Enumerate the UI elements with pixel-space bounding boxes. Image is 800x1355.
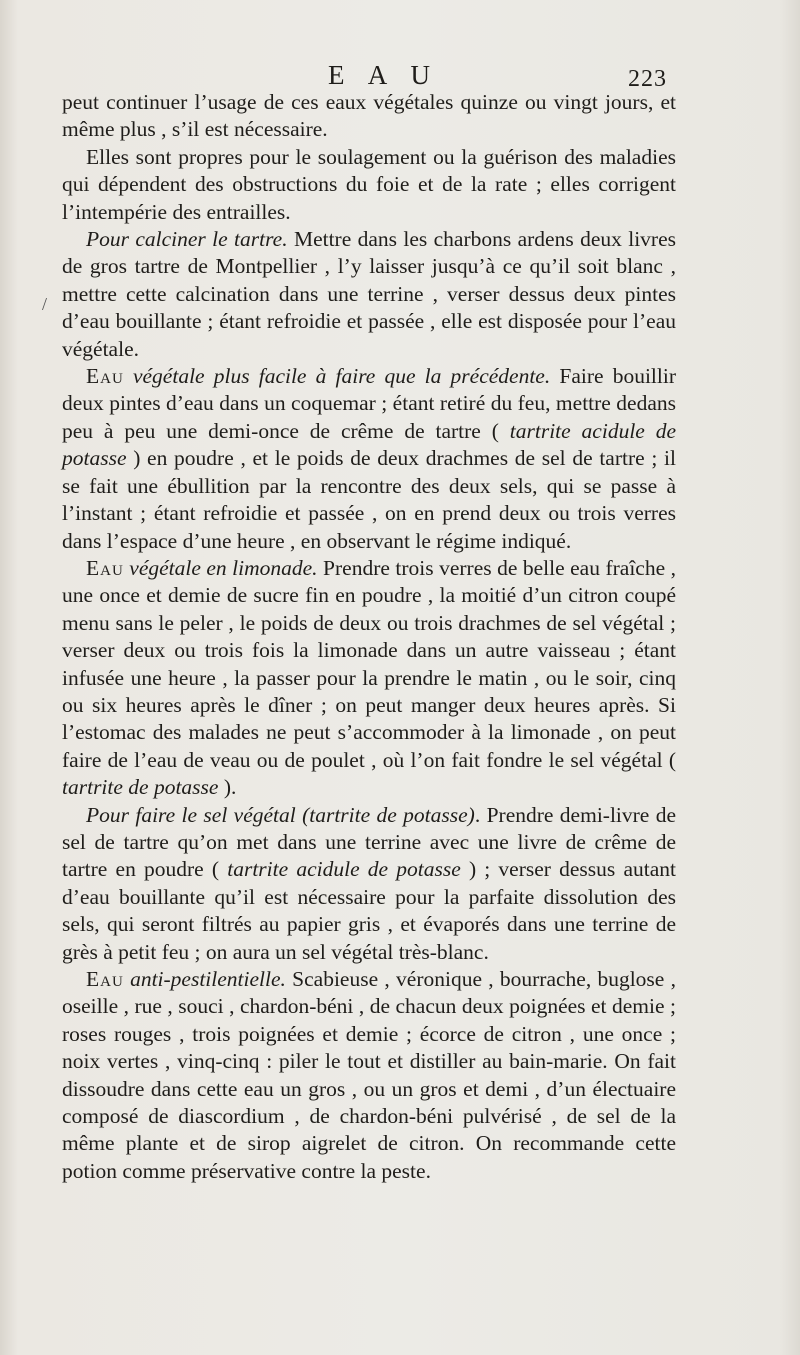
recipe-heading: végétale en limonade. [123, 555, 318, 580]
paragraph-calciner-tartre [62, 226, 676, 363]
text-segment: ) en poudre , et le poids de deux drachmes de sel de tartre ; il se fait une ébullition par la rencontre des deux sels, qui se passe à l’instant ; étant refroidie et passée , on en prend deux ou trois verres dans l’espace d’une heure , en observant le régime indiqué. [62, 446, 676, 553]
recipe-heading: Pour calciner le tartre. [86, 227, 288, 252]
paragraph-eau-anti-pestilentielle [62, 966, 676, 1185]
page-header [0, 54, 800, 94]
recipe-heading: végétale plus facile à faire que la précédente. [123, 364, 551, 389]
margin-mark: / [42, 294, 48, 314]
text-segment: ) ; verser dessus autant d’eau bouillante qu’il est nécessaire pour la parfaite dissolution des sels, qui seront filtrés au papier gris , et évaporés dans une terrine de grès à petit feu ; on aura un sel végétal très-blanc. [62, 857, 676, 964]
entry-keyword: Eau [86, 364, 124, 389]
text-segment: ). [218, 775, 237, 800]
paragraph-sel-vegetal [62, 802, 676, 966]
chemical-name: tartrite acidule de potasse [62, 418, 677, 471]
text-segment: Elles sont propres pour le soulagement ou la guérison des maladies qui dépendent des obstructions du foie et de la rate ; elles corrigent l’intempérie des entrailles. [62, 144, 676, 224]
entry-keyword: Eau [86, 967, 124, 991]
body-text [62, 89, 676, 1185]
text-segment: Faire bouillir deux pintes d’eau dans un coquemar ; étant retiré du feu, mettre dedans peu à peu une demi-once de crême de tartre ( [62, 364, 676, 443]
running-head: E A U [328, 60, 440, 90]
text-segment: Scabieuse , véronique , bourrache, buglose , oseille , rue , souci , chardon-béni , de chacun deux poignées et demie ; roses rouges , trois poignées et demie ; écorce de citron , une once ; noix vertes , vinq-cinq : piler le tout et distiller au bain-marie. On fait dissoudre dans cette eau un gros , ou un gros et demi , d’un électuaire composé de diascordium , de chardon-béni pulvérisé , de sel de la même plante et de sirop aigrelet de citron. On recommande cette potion comme préservative contre la peste. [62, 967, 676, 1183]
text-segment: peut continuer l’usage de ces eaux végétales quinze ou vingt jours, et même plus , s’il est nécessaire. [62, 90, 676, 142]
paragraph-elles-sont-propres [62, 144, 676, 226]
entry-keyword: Eau [86, 555, 124, 580]
paragraph-continuation [62, 89, 676, 144]
text-segment: Prendre trois verres de belle eau fraîche , une once et demie de sucre fin en poudre , la moitié d’un citron coupé menu sans le peler , le poids de deux ou trois drachmes de sel végétal ; verser deux ou trois fois la limonade dans un autre vaisseau ; étant infusée une heure , la passer pour la prendre le matin , ou le soir, cinq ou six heures après le dîner ; on peut manger deux heures après. Si l’estomac des malades ne peut s’accommoder à la limonade , on peut faire de l’eau de veau ou de poulet , où l’on fait fondre le sel végétal ( [62, 555, 676, 772]
chemical-name: tartrite acidule de potasse [227, 857, 461, 882]
recipe-heading: Pour faire le sel végétal (tartrite de potasse) [86, 802, 475, 827]
page-number: 223 [628, 66, 667, 92]
text-segment: . Prendre demi-livre de sel de tartre qu’on met dans une terrine avec une livre de crême de tartre en poudre ( [62, 802, 676, 882]
chemical-name: tartrite de potasse [62, 775, 219, 800]
paragraph-eau-vegetale-facile [62, 363, 676, 555]
paragraph-eau-vegetale-limonade [62, 555, 676, 802]
text-segment: Mettre dans les charbons ardens deux livres de gros tartre de Montpellier , l’y laisser jusqu’à ce qu’il soit blanc , mettre cette calcination dans une terrine , verser dessus deux pintes d’eau bouillante ; étant refroidie et passée , elle est disposée pour l’eau végétale. [62, 227, 676, 361]
recipe-heading: anti-pestilentielle. [123, 967, 286, 991]
